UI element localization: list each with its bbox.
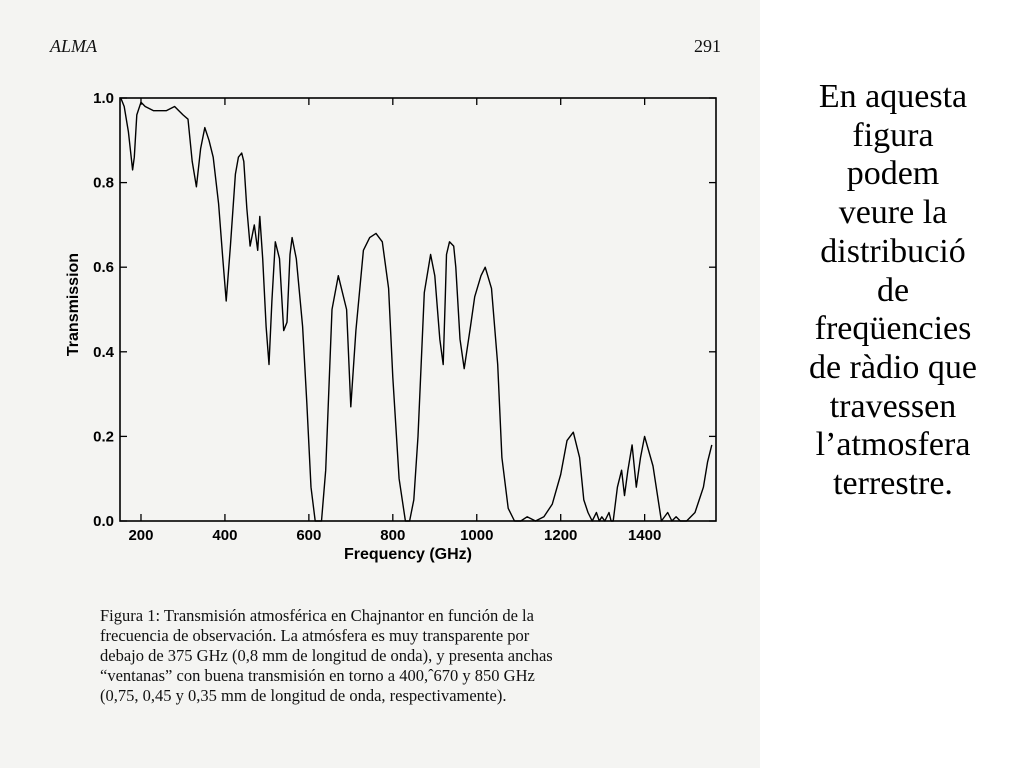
caption-line: debajo de 375 GHz (0,8 mm de longitud de onda), y presenta anchas <box>100 646 553 665</box>
x-tick-label: 600 <box>296 527 322 544</box>
caption-line: (0,75, 0,45 y 0,35 mm de longitud de onda, respectivamente). <box>100 686 507 705</box>
x-tick-label: 200 <box>128 527 154 544</box>
slide-text-line: de <box>876 271 910 309</box>
slide-text-line: veure la <box>838 194 948 232</box>
y-tick-label: 0.0 <box>93 513 114 530</box>
y-tick-label: 0.6 <box>93 259 114 277</box>
page-header-title: ALMA <box>50 36 97 56</box>
x-tick-label: 1000 <box>460 527 494 544</box>
x-axis-title: Frequency (GHz) <box>343 546 473 563</box>
plot-frame <box>120 98 716 521</box>
caption-line: Figura 1: Transmisión atmosférica en Chajnantor en función de la <box>100 606 534 625</box>
x-tick-label: 400 <box>212 527 238 544</box>
figure-caption <box>100 606 680 706</box>
y-tick-label: 1.0 <box>93 90 114 107</box>
slide-text-line: terrestre. <box>833 465 953 503</box>
slide-text-line: En aquesta <box>818 78 968 115</box>
y-tick-label: 0.2 <box>93 428 114 446</box>
y-tick-label: 0.4 <box>93 343 114 361</box>
transmission-curve <box>121 98 712 521</box>
x-tick-label: 800 <box>380 527 406 544</box>
slide-text-line: figura <box>852 116 934 154</box>
x-tick-label: 1200 <box>544 527 578 544</box>
slide-text-line: distribució <box>820 232 966 270</box>
y-tick-label: 0.8 <box>93 174 114 192</box>
page-number: 291 <box>694 36 721 56</box>
slide-text-line: travessen <box>829 387 957 425</box>
caption-line: frecuencia de observación. La atmósfera es muy transparente por <box>100 626 530 645</box>
caption-line: “ventanas” con buena transmisión en torno a 400,ˆ670 y 850 GHz <box>100 666 535 685</box>
y-axis-title: Transmission <box>65 252 82 357</box>
slide-text-line: de ràdio que <box>808 348 978 386</box>
slide-text-line: freqüencies <box>814 310 972 348</box>
slide-text-line: l’atmosfera <box>815 426 971 464</box>
slide-text <box>762 78 1024 504</box>
slide-text-line: podem <box>846 155 940 193</box>
x-tick-label: 1400 <box>627 527 662 544</box>
